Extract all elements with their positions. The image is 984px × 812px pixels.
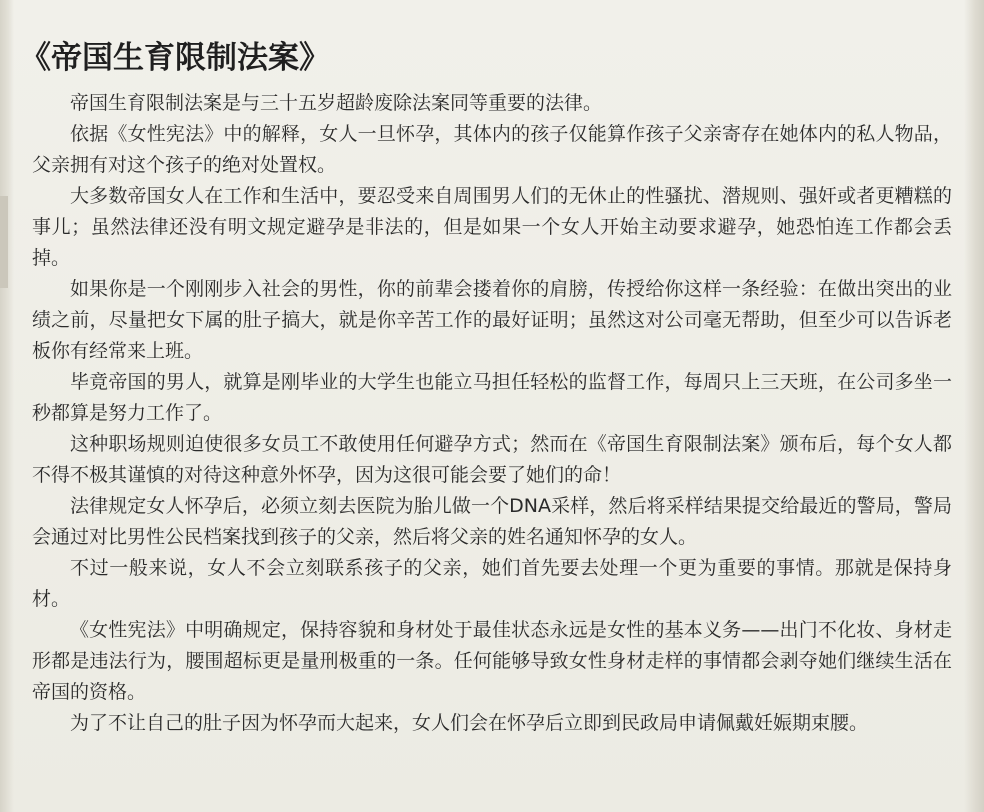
document-title: 《帝国生育限制法案》 [20, 40, 330, 76]
left-page-edge [0, 0, 14, 812]
paragraph: 这种职场规则迫使很多女员工不敢使用任何避孕方式；然而在《帝国生育限制法案》颁布后，每个女人都不得不极其谨慎的对待这种意外怀孕，因为这很可能会要了她们的命！ [32, 433, 952, 486]
paragraph: 《女性宪法》中明确规定，保持容貌和身材处于最佳状态永远是女性的基本义务——出门不化妆、身材走形都是违法行为，腰围超标更是量刑极重的一条。任何能够导致女性身材走样的事情都会剥夺她们继续生活在帝国的资格。 [32, 619, 952, 703]
left-edge-mark [0, 196, 8, 288]
paragraph: 不过一般来说，女人不会立刻联系孩子的父亲，她们首先要去处理一个更为重要的事情。那就是保持身材。 [32, 557, 952, 610]
paragraph: 毕竟帝国的男人，就算是刚毕业的大学生也能立马担任轻松的监督工作，每周只上三天班，在公司多坐一秒都算是努力工作了。 [32, 371, 952, 424]
paragraph: 法律规定女人怀孕后，必须立刻去医院为胎儿做一个DNA采样，然后将采样结果提交给最近的警局，警局会通过对比男性公民档案找到孩子的父亲，然后将父亲的姓名通知怀孕的女人。 [32, 495, 952, 548]
paragraph: 大多数帝国女人在工作和生活中，要忍受来自周围男人们的无休止的性骚扰、潜规则、强奸或者更糟糕的事儿；虽然法律还没有明文规定避孕是非法的，但是如果一个女人开始主动要求避孕，她恐怕连工作都会丢掉。 [32, 185, 952, 269]
paragraph: 如果你是一个刚刚步入社会的男性，你的前辈会搂着你的肩膀，传授给你这样一条经验：在做出突出的业绩之前，尽量把女下属的肚子搞大，就是你辛苦工作的最好证明；虽然这对公司毫无帮助，但至少可以告诉老板你有经常来上班。 [32, 278, 952, 362]
right-page-edge [964, 0, 984, 812]
document-body [32, 88, 952, 739]
paragraph: 依据《女性宪法》中的解释，女人一旦怀孕，其体内的孩子仅能算作孩子父亲寄存在她体内的私人物品，父亲拥有对这个孩子的绝对处置权。 [32, 123, 952, 176]
paragraph: 为了不让自己的肚子因为怀孕而大起来，女人们会在怀孕后立即到民政局申请佩戴妊娠期束腰。 [70, 712, 869, 734]
paragraph: 帝国生育限制法案是与三十五岁超龄废除法案同等重要的法律。 [70, 92, 603, 114]
